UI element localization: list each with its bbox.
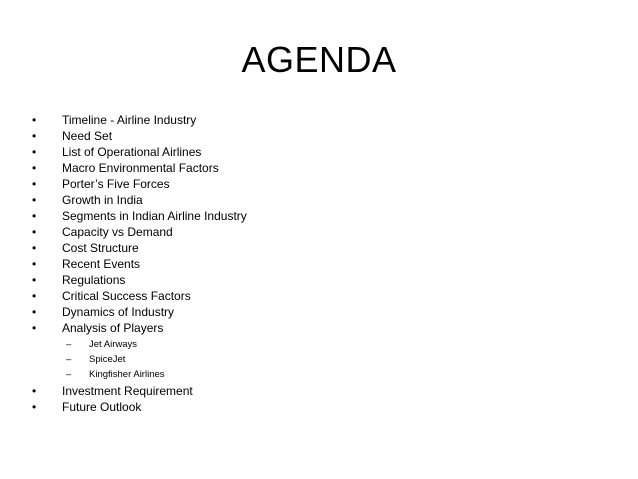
sub-item-label: Kingfisher Airlines xyxy=(89,369,165,380)
bullet-icon: • xyxy=(32,257,37,271)
agenda-item-critical-success-factors xyxy=(32,288,592,304)
agenda-item-label: Future Outlook xyxy=(62,400,142,414)
agenda-item-segments xyxy=(32,208,592,224)
agenda-item-operational-airlines xyxy=(32,144,592,160)
agenda-item-label: List of Operational Airlines xyxy=(62,145,202,159)
agenda-list xyxy=(32,112,592,415)
sub-item-spicejet xyxy=(66,352,592,367)
bullet-icon: • xyxy=(32,225,37,239)
bullet-icon: • xyxy=(32,273,37,287)
sub-item-label: Jet Airways xyxy=(89,339,138,350)
bullet-icon: • xyxy=(32,289,37,303)
agenda-item-label: Capacity vs Demand xyxy=(62,225,173,239)
agenda-item-label: Macro Environmental Factors xyxy=(62,161,219,175)
dash-icon: – xyxy=(66,339,72,350)
agenda-item-label: Recent Events xyxy=(62,257,141,271)
agenda-item-label: Critical Success Factors xyxy=(62,289,191,303)
agenda-item-macro-environment xyxy=(32,160,592,176)
agenda-item-investment-requirement xyxy=(32,383,592,399)
bullet-icon: • xyxy=(32,161,37,175)
agenda-item-timeline xyxy=(32,112,592,128)
slide-title: AGENDA xyxy=(241,39,397,80)
bullet-icon: • xyxy=(32,241,37,255)
bullet-icon: • xyxy=(32,177,37,191)
agenda-item-porters-five-forces xyxy=(32,176,592,192)
sub-item-kingfisher xyxy=(66,367,592,382)
agenda-item-growth-india xyxy=(32,192,592,208)
agenda-item-analysis-players xyxy=(32,320,592,336)
agenda-item-capacity-demand xyxy=(32,224,592,240)
bullet-icon: • xyxy=(32,145,37,159)
agenda-item-label: Need Set xyxy=(62,129,113,143)
agenda-item-label: Timeline - Airline Industry xyxy=(62,113,197,127)
players-sublist-container xyxy=(32,337,592,382)
agenda-item-need-set xyxy=(32,128,592,144)
agenda-item-regulations xyxy=(32,272,592,288)
agenda-item-label: Growth in India xyxy=(62,193,143,207)
agenda-item-label: Dynamics of Industry xyxy=(62,305,175,319)
bullet-icon: • xyxy=(32,209,37,223)
agenda-item-recent-events xyxy=(32,256,592,272)
bullet-icon: • xyxy=(32,193,37,207)
bullet-icon: • xyxy=(32,129,37,143)
agenda-item-label: Investment Requirement xyxy=(62,384,193,398)
bullet-icon: • xyxy=(32,305,37,319)
agenda-item-label: Segments in Indian Airline Industry xyxy=(62,209,247,223)
bullet-icon: • xyxy=(32,400,37,414)
dash-icon: – xyxy=(66,354,72,365)
bullet-icon: • xyxy=(32,321,37,335)
bullet-icon: • xyxy=(32,384,37,398)
agenda-item-label: Cost Structure xyxy=(62,241,139,255)
players-sublist xyxy=(66,337,592,382)
agenda-item-label: Porter’s Five Forces xyxy=(62,177,170,191)
sub-item-jet-airways xyxy=(66,337,592,352)
bullet-icon: • xyxy=(32,113,37,127)
agenda-item-label: Analysis of Players xyxy=(62,321,164,335)
sub-item-label: SpiceJet xyxy=(89,354,126,365)
dash-icon: – xyxy=(66,369,72,380)
agenda-item-future-outlook xyxy=(32,399,592,415)
agenda-item-cost-structure xyxy=(32,240,592,256)
agenda-item-industry-dynamics xyxy=(32,304,592,320)
agenda-item-label: Regulations xyxy=(62,273,126,287)
